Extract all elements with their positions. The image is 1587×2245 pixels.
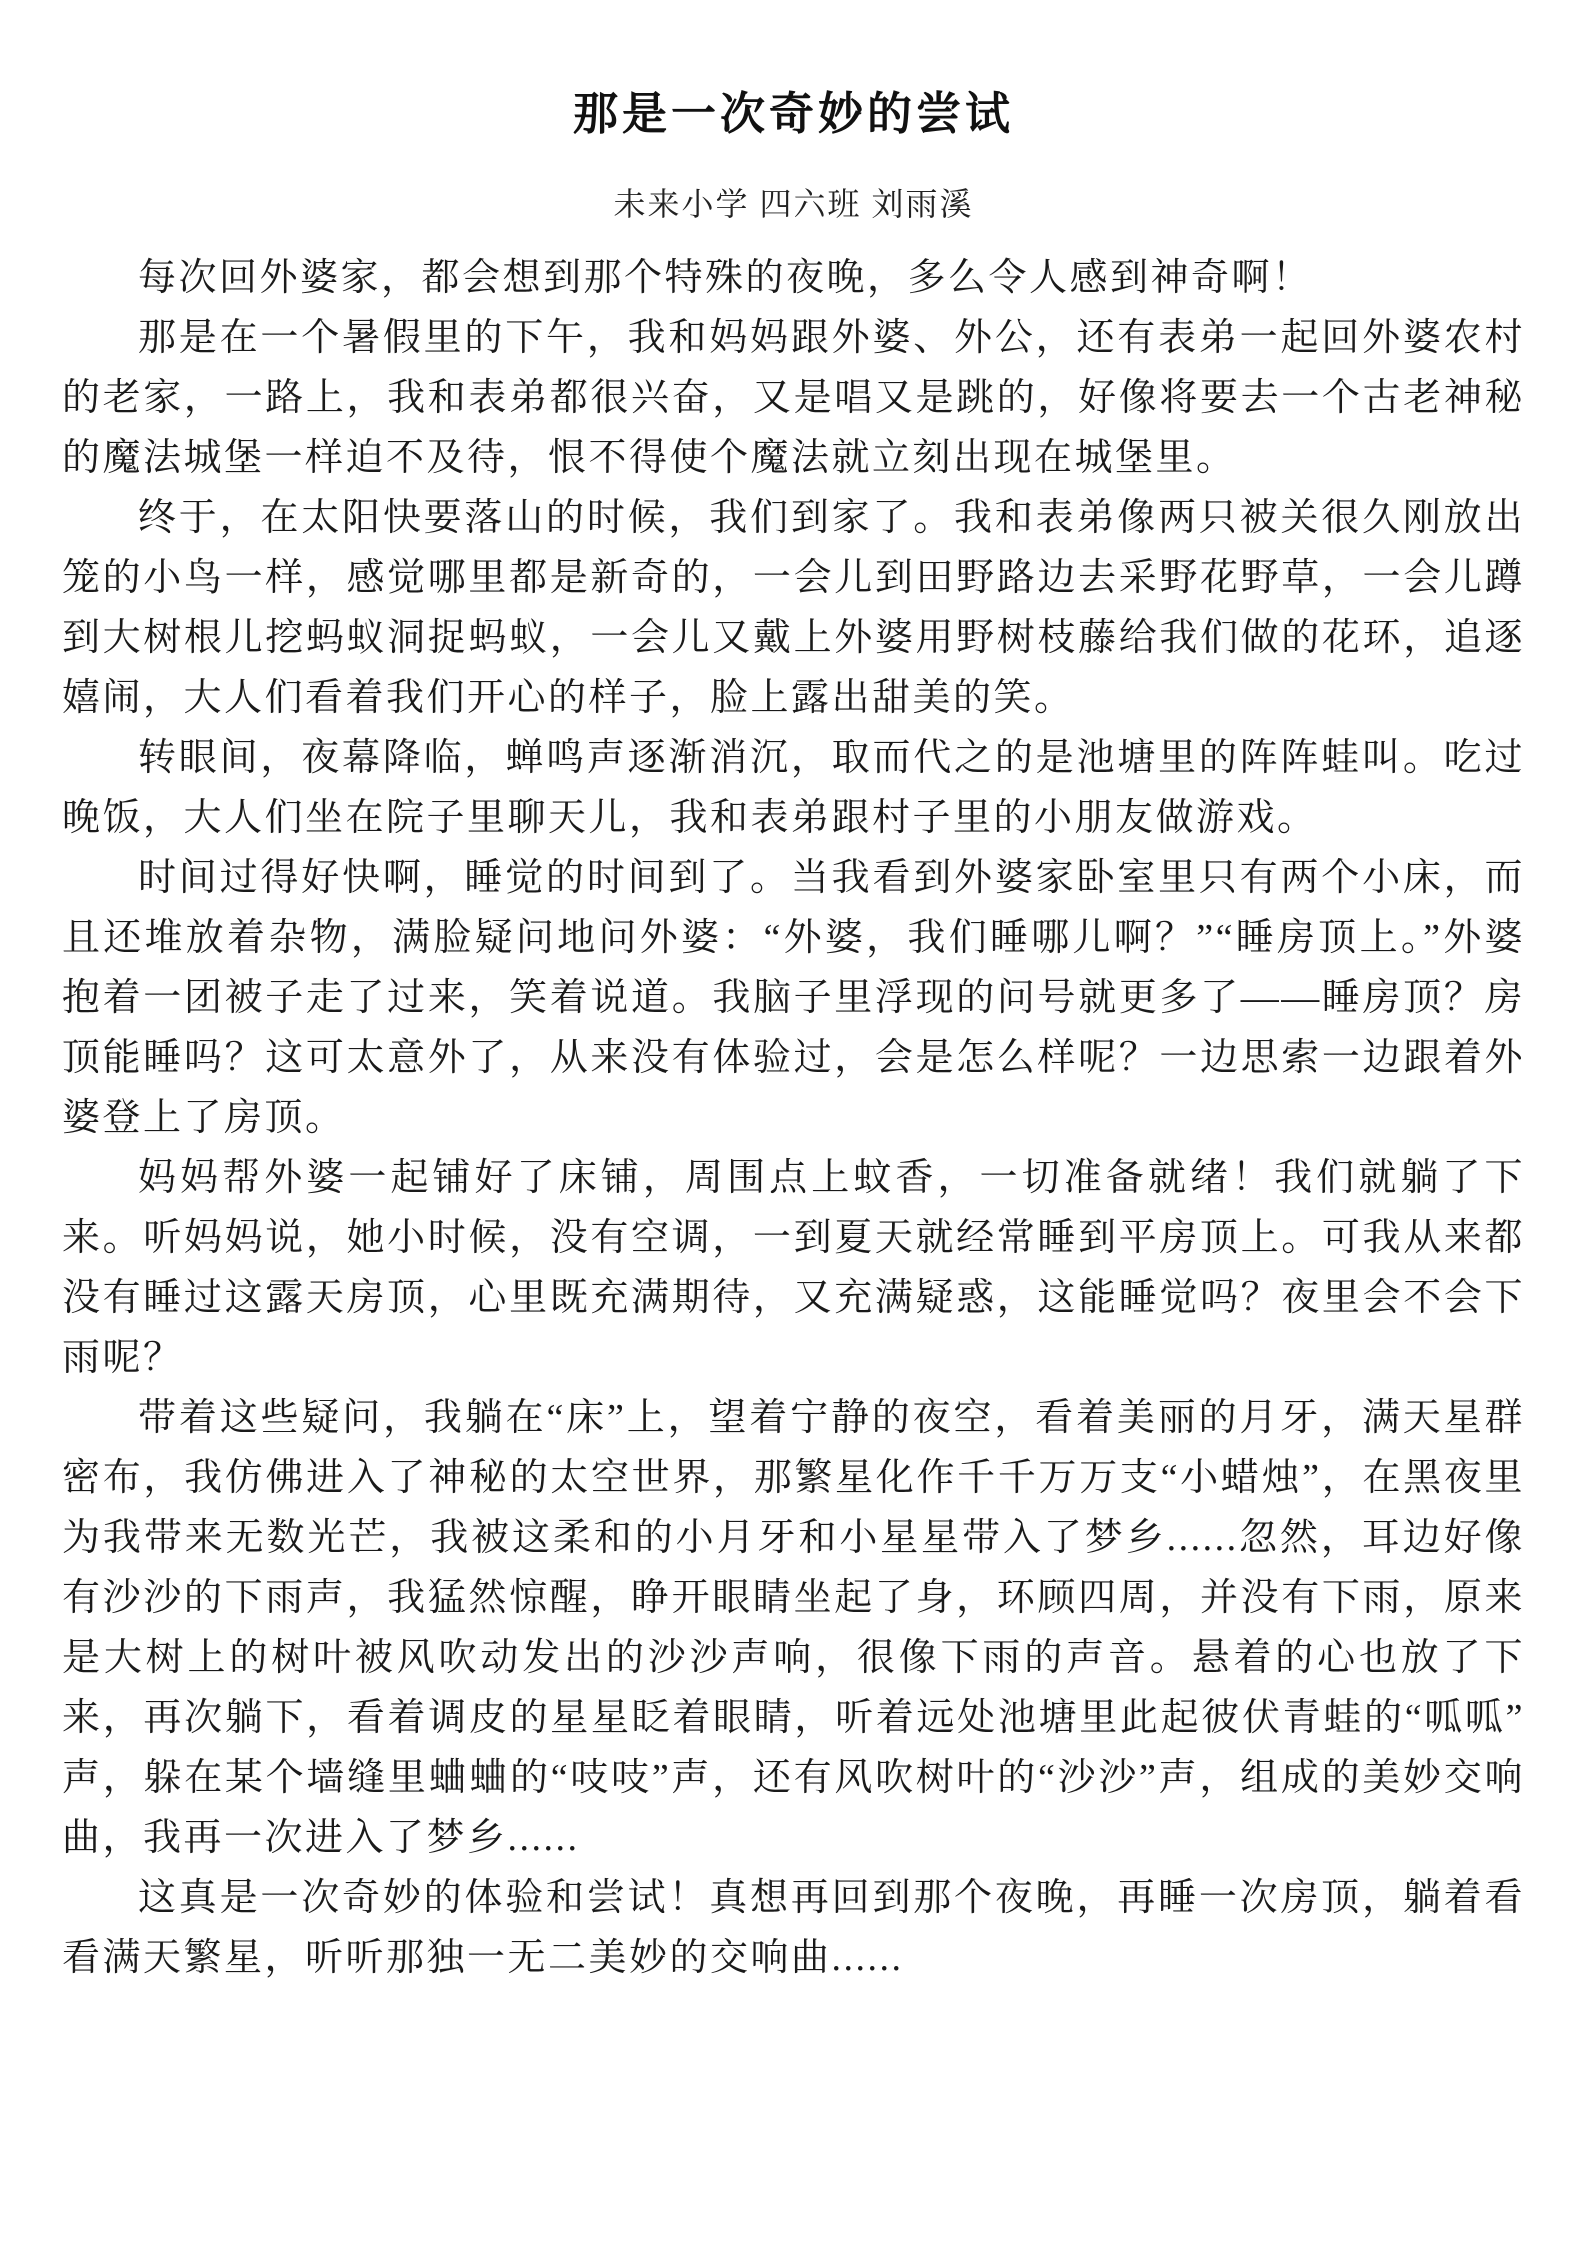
paragraph: 每次回外婆家，都会想到那个特殊的夜晚，多么令人感到神奇啊！ — [138, 257, 1313, 299]
paragraph: 带着这些疑问，我躺在“床”上，望着宁静的夜空，看着美丽的月牙，满天星群密布，我仿佛进入了神秘的太空世界，那繁星化作千千万万支“小蜡烛”，在黑夜里为我带来无数光芒，我被这柔和的小月牙和小星星带入了梦乡......忽然，耳边好像有沙沙的下雨声，我猛然惊醒，睁开眼睛坐起了身，环顾四周，并没有下雨，原来是大树上的树叶被风吹动发出的沙沙声响，很像下雨的声音。悬着的心也放了下来，再次躺下，看着调皮的星星眨着眼睛，听着远处池塘里此起彼伏青蛙的“呱呱”声，躲在某个墙缝里蛐蛐的“吱吱”声，还有风吹树叶的“沙沙”声，组成的美妙交响曲，我再一次进入了梦乡...... — [62, 1397, 1525, 1859]
paragraph: 时间过得好快啊，睡觉的时间到了。当我看到外婆家卧室里只有两个小床，而且还堆放着杂物，满脸疑问地问外婆：“外婆，我们睡哪儿啊？”“睡房顶上。”外婆抱着一团被子走了过来，笑着说道。我脑子里浮现的问号就更多了——睡房顶？房顶能睡吗？这可太意外了，从来没有体验过，会是怎么样呢？一边思索一边跟着外婆登上了房顶。 — [62, 857, 1525, 1139]
essay-body — [62, 248, 1525, 1988]
paragraph: 妈妈帮外婆一起铺好了床铺，周围点上蚊香，一切准备就绪！我们就躺了下来。听妈妈说，她小时候，没有空调，一到夏天就经常睡到平房顶上。可我从来都没有睡过这露天房顶，心里既充满期待，又充满疑惑，这能睡觉吗？夜里会不会下雨呢？ — [62, 1157, 1525, 1379]
paragraph: 终于，在太阳快要落山的时候，我们到家了。我和表弟像两只被关很久刚放出笼的小鸟一样，感觉哪里都是新奇的，一会儿到田野路边去采野花野草，一会儿蹲到大树根儿挖蚂蚁洞捉蚂蚁，一会儿又戴上外婆用野树枝藤给我们做的花环，追逐嬉闹，大人们看着我们开心的样子，脸上露出甜美的笑。 — [62, 497, 1525, 719]
paragraph: 这真是一次奇妙的体验和尝试！真想再回到那个夜晚，再睡一次房顶，躺着看看满天繁星，听听那独一无二美妙的交响曲...... — [62, 1877, 1525, 1979]
essay-byline: 未来小学 四六班 刘雨溪 — [613, 186, 974, 222]
paragraph: 那是在一个暑假里的下午，我和妈妈跟外婆、外公，还有表弟一起回外婆农村的老家，一路上，我和表弟都很兴奋，又是唱又是跳的，好像将要去一个古老神秘的魔法城堡一样迫不及待，恨不得使个魔法就立刻出现在城堡里。 — [62, 317, 1525, 479]
paragraph: 转眼间，夜幕降临，蝉鸣声逐渐消沉，取而代之的是池塘里的阵阵蛙叫。吃过晚饭，大人们坐在院子里聊天儿，我和表弟跟村子里的小朋友做游戏。 — [62, 737, 1525, 839]
essay-title: 那是一次奇妙的尝试 — [572, 88, 1014, 139]
